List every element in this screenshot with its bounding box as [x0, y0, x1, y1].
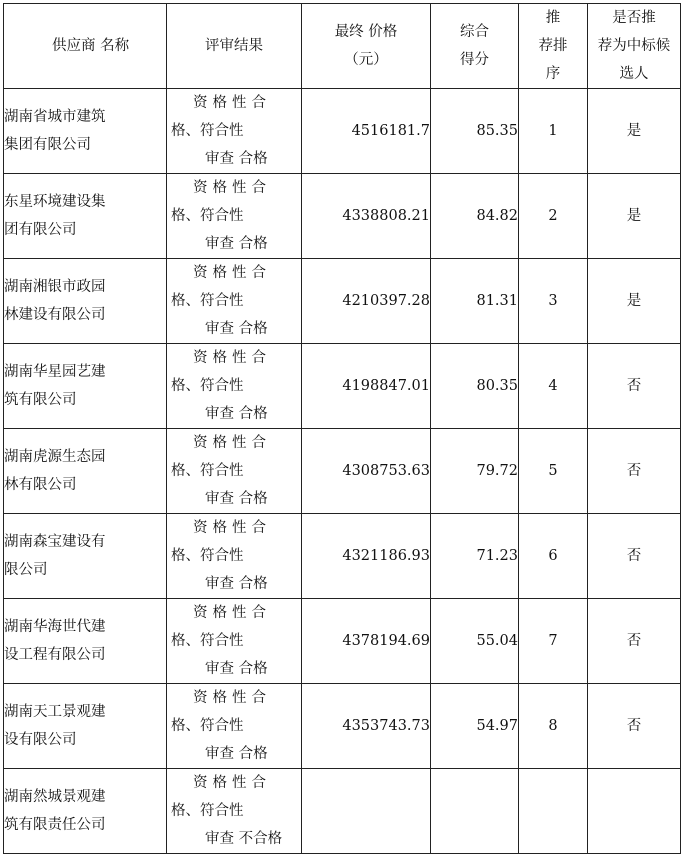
final-price-cell: 4321186.93: [302, 514, 431, 599]
candidate-cell: 是: [588, 174, 681, 259]
candidate-cell: 否: [588, 429, 681, 514]
total-score-cell: 55.04: [431, 599, 519, 684]
evaluation-result-cell: 资格性合 格、符合性 审查 合格: [167, 684, 302, 769]
table-row: [4, 769, 681, 854]
supplier-name-cell: 湖南天工景观建 设有限公司: [4, 684, 167, 769]
candidate-cell: 否: [588, 599, 681, 684]
candidate-cell: 否: [588, 514, 681, 599]
candidate-cell: 是: [588, 89, 681, 174]
supplier-name-cell: 湖南湘银市政园 林建设有限公司: [4, 259, 167, 344]
final-price-cell: 4516181.7: [302, 89, 431, 174]
final-price-cell: 4198847.01: [302, 344, 431, 429]
final-price-cell: 4353743.73: [302, 684, 431, 769]
supplier-name-cell: 湖南然城景观建 筑有限责任公司: [4, 769, 167, 854]
rank-cell: 6: [519, 514, 588, 599]
total-score-cell: 79.72: [431, 429, 519, 514]
rank-cell: 3: [519, 259, 588, 344]
supplier-name-cell: 湖南华海世代建 设工程有限公司: [4, 599, 167, 684]
evaluation-result-cell: 资格性合 格、符合性 审查 合格: [167, 599, 302, 684]
table-row: [4, 514, 681, 599]
candidate-cell: 否: [588, 684, 681, 769]
final-price-cell: 4210397.28: [302, 259, 431, 344]
final-price-cell: 4378194.69: [302, 599, 431, 684]
rank-cell: 8: [519, 684, 588, 769]
evaluation-result-cell: 资格性合 格、符合性 审查 合格: [167, 89, 302, 174]
rank-cell: [519, 769, 588, 854]
candidate-cell: 是: [588, 259, 681, 344]
header-result: 评审结果: [167, 4, 302, 89]
total-score-cell: 85.35: [431, 89, 519, 174]
supplier-name-cell: 东星环境建设集 团有限公司: [4, 174, 167, 259]
supplier-name-cell: 湖南虎源生态园 林有限公司: [4, 429, 167, 514]
final-price-cell: 4308753.63: [302, 429, 431, 514]
table-row: [4, 174, 681, 259]
candidate-cell: [588, 769, 681, 854]
table-row: [4, 89, 681, 174]
total-score-cell: [431, 769, 519, 854]
table-body: [4, 89, 681, 854]
header-row: [4, 4, 681, 89]
header-supplier: 供应商 名称: [4, 4, 167, 89]
evaluation-result-cell: 资格性合 格、符合性 审查 合格: [167, 174, 302, 259]
evaluation-result-cell: 资格性合 格、符合性 审查 不合格: [167, 769, 302, 854]
rank-cell: 5: [519, 429, 588, 514]
evaluation-results-table: [3, 3, 681, 854]
evaluation-result-cell: 资格性合 格、符合性 审查 合格: [167, 344, 302, 429]
final-price-cell: [302, 769, 431, 854]
rank-cell: 2: [519, 174, 588, 259]
evaluation-result-cell: 资格性合 格、符合性 审查 合格: [167, 259, 302, 344]
total-score-cell: 84.82: [431, 174, 519, 259]
header-rank: 推 荐排 序: [519, 4, 588, 89]
table-row: [4, 429, 681, 514]
supplier-name-cell: 湖南省城市建筑 集团有限公司: [4, 89, 167, 174]
supplier-name-cell: 湖南森宝建设有 限公司: [4, 514, 167, 599]
final-price-cell: 4338808.21: [302, 174, 431, 259]
header-score: 综合 得分: [431, 4, 519, 89]
candidate-cell: 否: [588, 344, 681, 429]
table-row: [4, 599, 681, 684]
total-score-cell: 71.23: [431, 514, 519, 599]
table-row: [4, 684, 681, 769]
table-row: [4, 259, 681, 344]
total-score-cell: 80.35: [431, 344, 519, 429]
header-price: 最终 价格 （元）: [302, 4, 431, 89]
total-score-cell: 54.97: [431, 684, 519, 769]
supplier-name-cell: 湖南华星园艺建 筑有限公司: [4, 344, 167, 429]
rank-cell: 4: [519, 344, 588, 429]
total-score-cell: 81.31: [431, 259, 519, 344]
evaluation-result-cell: 资格性合 格、符合性 审查 合格: [167, 514, 302, 599]
rank-cell: 7: [519, 599, 588, 684]
evaluation-result-cell: 资格性合 格、符合性 审查 合格: [167, 429, 302, 514]
rank-cell: 1: [519, 89, 588, 174]
table-row: [4, 344, 681, 429]
header-candidate: 是否推 荐为中标候 选人: [588, 4, 681, 89]
